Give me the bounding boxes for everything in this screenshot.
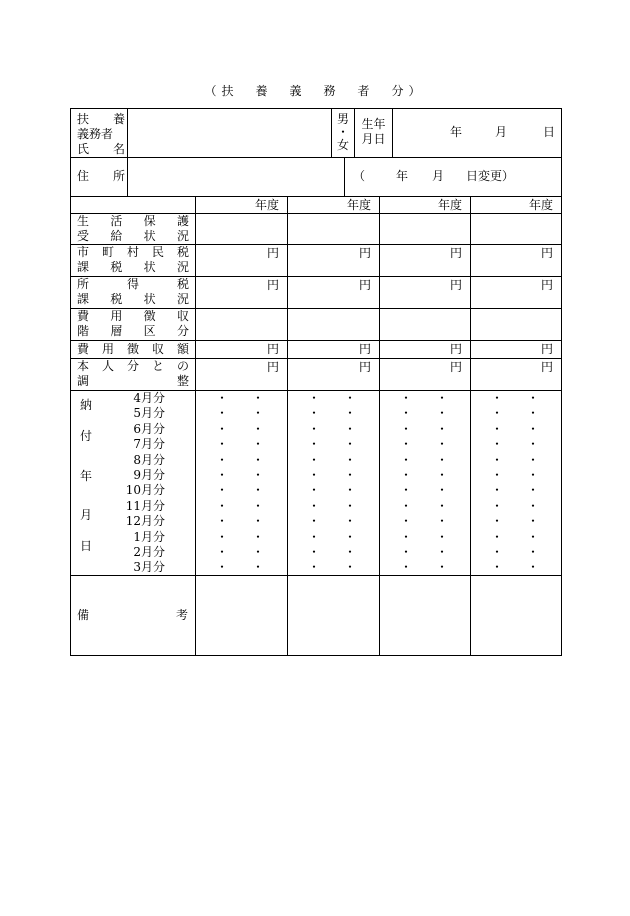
row-value-cell[interactable] [471, 214, 561, 244]
date-dot: ・ [527, 391, 540, 405]
row-value-cell[interactable] [288, 309, 379, 340]
birth-date-field[interactable] [393, 109, 560, 157]
rule-vertical [470, 196, 471, 656]
row-label: 課 税 状 況 [77, 260, 189, 274]
date-dot: ・ [308, 545, 321, 559]
sex-label: 女 [336, 138, 349, 152]
month-label: 7月分 [133, 437, 165, 452]
date-dot: ・ [308, 421, 321, 436]
date-dot: ・ [527, 514, 540, 529]
date-dot: ・ [527, 406, 540, 421]
yen-unit: 円 [359, 278, 372, 292]
payment-side-label: 年 [80, 469, 93, 483]
date-dot: ・ [308, 529, 321, 544]
month-label: 2月分 [133, 545, 165, 559]
row-label: 調 整 [77, 374, 189, 388]
rule-vertical [70, 108, 71, 656]
date-dot: ・ [216, 452, 229, 467]
date-dot: ・ [400, 452, 413, 467]
page-title: （扶 養 義 務 者 分） [204, 84, 426, 98]
row-value-cell[interactable] [380, 309, 470, 340]
date-dot: ・ [527, 529, 540, 544]
address-change-open: （ [353, 169, 366, 183]
month-label: 12月分 [125, 514, 165, 529]
date-dot: ・ [436, 498, 449, 513]
date-dot: ・ [308, 437, 321, 452]
row-label: 生 活 保 護 [77, 214, 189, 228]
rule-horizontal [70, 196, 562, 197]
remarks-cell[interactable] [288, 576, 379, 655]
date-dot: ・ [436, 406, 449, 421]
name-label: 扶 養 [77, 112, 126, 126]
date-dot: ・ [216, 545, 229, 559]
date-dot: ・ [436, 468, 449, 482]
date-dot: ・ [308, 391, 321, 405]
yen-unit: 円 [541, 278, 554, 292]
date-dot: ・ [436, 545, 449, 559]
payment-side-label: 日 [80, 539, 93, 553]
rule-vertical [287, 196, 288, 656]
remarks-label-right: 考 [176, 608, 189, 622]
date-dot: ・ [491, 483, 504, 498]
date-dot: ・ [491, 452, 504, 467]
date-dot: ・ [491, 406, 504, 421]
date-dot: ・ [344, 514, 357, 529]
date-dot: ・ [252, 545, 265, 559]
date-dot: ・ [400, 406, 413, 421]
rule-horizontal [70, 655, 562, 656]
month-label: 5月分 [133, 406, 165, 421]
date-dot: ・ [527, 421, 540, 436]
row-label: 階 層 区 分 [77, 324, 189, 338]
month-label: 3月分 [133, 560, 165, 575]
date-dot: ・ [344, 560, 357, 575]
yen-unit: 円 [359, 246, 372, 260]
date-dot: ・ [252, 514, 265, 529]
year-header-suffix: 年度 [438, 198, 463, 212]
date-dot: ・ [252, 468, 265, 482]
date-dot: ・ [400, 421, 413, 436]
yen-unit: 円 [267, 360, 280, 374]
date-dot: ・ [344, 421, 357, 436]
date-dot: ・ [491, 529, 504, 544]
birth-month: 月 [495, 125, 508, 139]
date-dot: ・ [527, 560, 540, 575]
date-dot: ・ [400, 391, 413, 405]
name-label: 氏 名 [77, 142, 126, 156]
date-dot: ・ [400, 498, 413, 513]
yen-unit: 円 [541, 342, 554, 356]
yen-unit: 円 [541, 246, 554, 260]
row-value-cell[interactable] [471, 309, 561, 340]
date-dot: ・ [400, 483, 413, 498]
row-value-cell[interactable] [288, 214, 379, 244]
date-dot: ・ [527, 452, 540, 467]
date-dot: ・ [308, 514, 321, 529]
date-dot: ・ [491, 437, 504, 452]
row-value-cell[interactable] [380, 214, 470, 244]
month-label: 4月分 [133, 391, 165, 405]
birth-label: 生年 [361, 117, 386, 131]
date-dot: ・ [491, 545, 504, 559]
yen-unit: 円 [450, 278, 463, 292]
date-dot: ・ [344, 452, 357, 467]
date-dot: ・ [436, 391, 449, 405]
rule-vertical [379, 196, 380, 656]
row-label: 受 給 状 況 [77, 229, 189, 243]
date-dot: ・ [216, 468, 229, 482]
date-dot: ・ [216, 421, 229, 436]
date-dot: ・ [252, 560, 265, 575]
row-label: 費 用 徴 収 [77, 309, 189, 323]
remarks-cell[interactable] [380, 576, 470, 655]
yen-unit: 円 [450, 342, 463, 356]
address-label: 住 所 [77, 169, 126, 183]
date-dot: ・ [491, 421, 504, 436]
month-label: 10月分 [125, 483, 165, 498]
date-dot: ・ [252, 483, 265, 498]
address-field[interactable] [128, 158, 343, 196]
date-dot: ・ [400, 529, 413, 544]
date-dot: ・ [436, 483, 449, 498]
yen-unit: 円 [450, 246, 463, 260]
date-dot: ・ [400, 545, 413, 559]
date-dot: ・ [400, 468, 413, 482]
month-label: 11月分 [125, 498, 165, 513]
yen-unit: 円 [450, 360, 463, 374]
date-dot: ・ [491, 468, 504, 482]
yen-unit: 円 [359, 360, 372, 374]
address-change-suffix: 日変更） [466, 169, 515, 183]
date-dot: ・ [216, 406, 229, 421]
date-dot: ・ [527, 483, 540, 498]
month-label: 6月分 [133, 421, 165, 436]
date-dot: ・ [491, 560, 504, 575]
year-header-suffix: 年度 [347, 198, 372, 212]
yen-unit: 円 [267, 342, 280, 356]
remarks-cell[interactable] [471, 576, 561, 655]
date-dot: ・ [527, 545, 540, 559]
remarks-cell[interactable] [196, 576, 287, 655]
date-dot: ・ [436, 529, 449, 544]
date-dot: ・ [344, 406, 357, 421]
payment-side-label: 付 [80, 429, 93, 443]
row-label: 課 税 状 況 [77, 292, 189, 306]
date-dot: ・ [344, 437, 357, 452]
rule-vertical [344, 157, 345, 197]
date-dot: ・ [344, 391, 357, 405]
date-dot: ・ [216, 437, 229, 452]
date-dot: ・ [491, 514, 504, 529]
row-label: 市 町 村 民 税 [77, 245, 189, 259]
yen-unit: 円 [541, 360, 554, 374]
date-dot: ・ [491, 391, 504, 405]
birth-year: 年 [450, 125, 463, 139]
name-field[interactable] [128, 109, 330, 157]
date-dot: ・ [344, 468, 357, 482]
yen-unit: 円 [267, 246, 280, 260]
birth-day: 日 [543, 125, 556, 139]
date-dot: ・ [527, 498, 540, 513]
date-dot: ・ [252, 421, 265, 436]
date-dot: ・ [527, 468, 540, 482]
row-label: 費 用 徴 収 額 [77, 342, 189, 356]
date-dot: ・ [344, 545, 357, 559]
date-dot: ・ [308, 498, 321, 513]
date-dot: ・ [344, 483, 357, 498]
year-header-suffix: 年度 [529, 198, 554, 212]
date-dot: ・ [344, 529, 357, 544]
date-dot: ・ [344, 498, 357, 513]
date-dot: ・ [252, 406, 265, 421]
row-label: 本 人 分 と の [77, 359, 189, 373]
date-dot: ・ [400, 514, 413, 529]
sex-label: ・ [336, 125, 349, 139]
rule-vertical [195, 196, 196, 656]
payment-side-label: 月 [80, 508, 93, 522]
date-dot: ・ [400, 437, 413, 452]
row-value-cell[interactable] [196, 214, 287, 244]
address-change-year: 年 [396, 169, 409, 183]
date-dot: ・ [216, 514, 229, 529]
date-dot: ・ [436, 437, 449, 452]
date-dot: ・ [252, 391, 265, 405]
date-dot: ・ [308, 560, 321, 575]
date-dot: ・ [216, 483, 229, 498]
month-label: 1月分 [133, 529, 165, 544]
birth-label: 月日 [361, 132, 386, 146]
date-dot: ・ [216, 391, 229, 405]
date-dot: ・ [308, 452, 321, 467]
year-header-suffix: 年度 [255, 198, 280, 212]
date-dot: ・ [436, 560, 449, 575]
rule-vertical [354, 108, 355, 158]
payment-side-label: 納 [80, 398, 93, 412]
date-dot: ・ [527, 437, 540, 452]
date-dot: ・ [436, 514, 449, 529]
sex-label: 男 [336, 112, 349, 126]
date-dot: ・ [308, 406, 321, 421]
row-value-cell[interactable] [196, 309, 287, 340]
date-dot: ・ [400, 560, 413, 575]
date-dot: ・ [308, 468, 321, 482]
date-dot: ・ [308, 483, 321, 498]
yen-unit: 円 [359, 342, 372, 356]
date-dot: ・ [436, 452, 449, 467]
date-dot: ・ [436, 421, 449, 436]
date-dot: ・ [252, 529, 265, 544]
date-dot: ・ [216, 560, 229, 575]
yen-unit: 円 [267, 278, 280, 292]
row-label: 所 得 税 [77, 277, 189, 291]
date-dot: ・ [216, 498, 229, 513]
name-label: 義務者 [77, 127, 114, 141]
remarks-label-left: 備 [77, 608, 90, 622]
date-dot: ・ [491, 498, 504, 513]
date-dot: ・ [252, 498, 265, 513]
date-dot: ・ [252, 437, 265, 452]
date-dot: ・ [252, 452, 265, 467]
address-change-month: 月 [432, 169, 445, 183]
rule-vertical [561, 108, 562, 656]
month-label: 8月分 [133, 452, 165, 467]
date-dot: ・ [216, 529, 229, 544]
month-label: 9月分 [133, 468, 165, 482]
